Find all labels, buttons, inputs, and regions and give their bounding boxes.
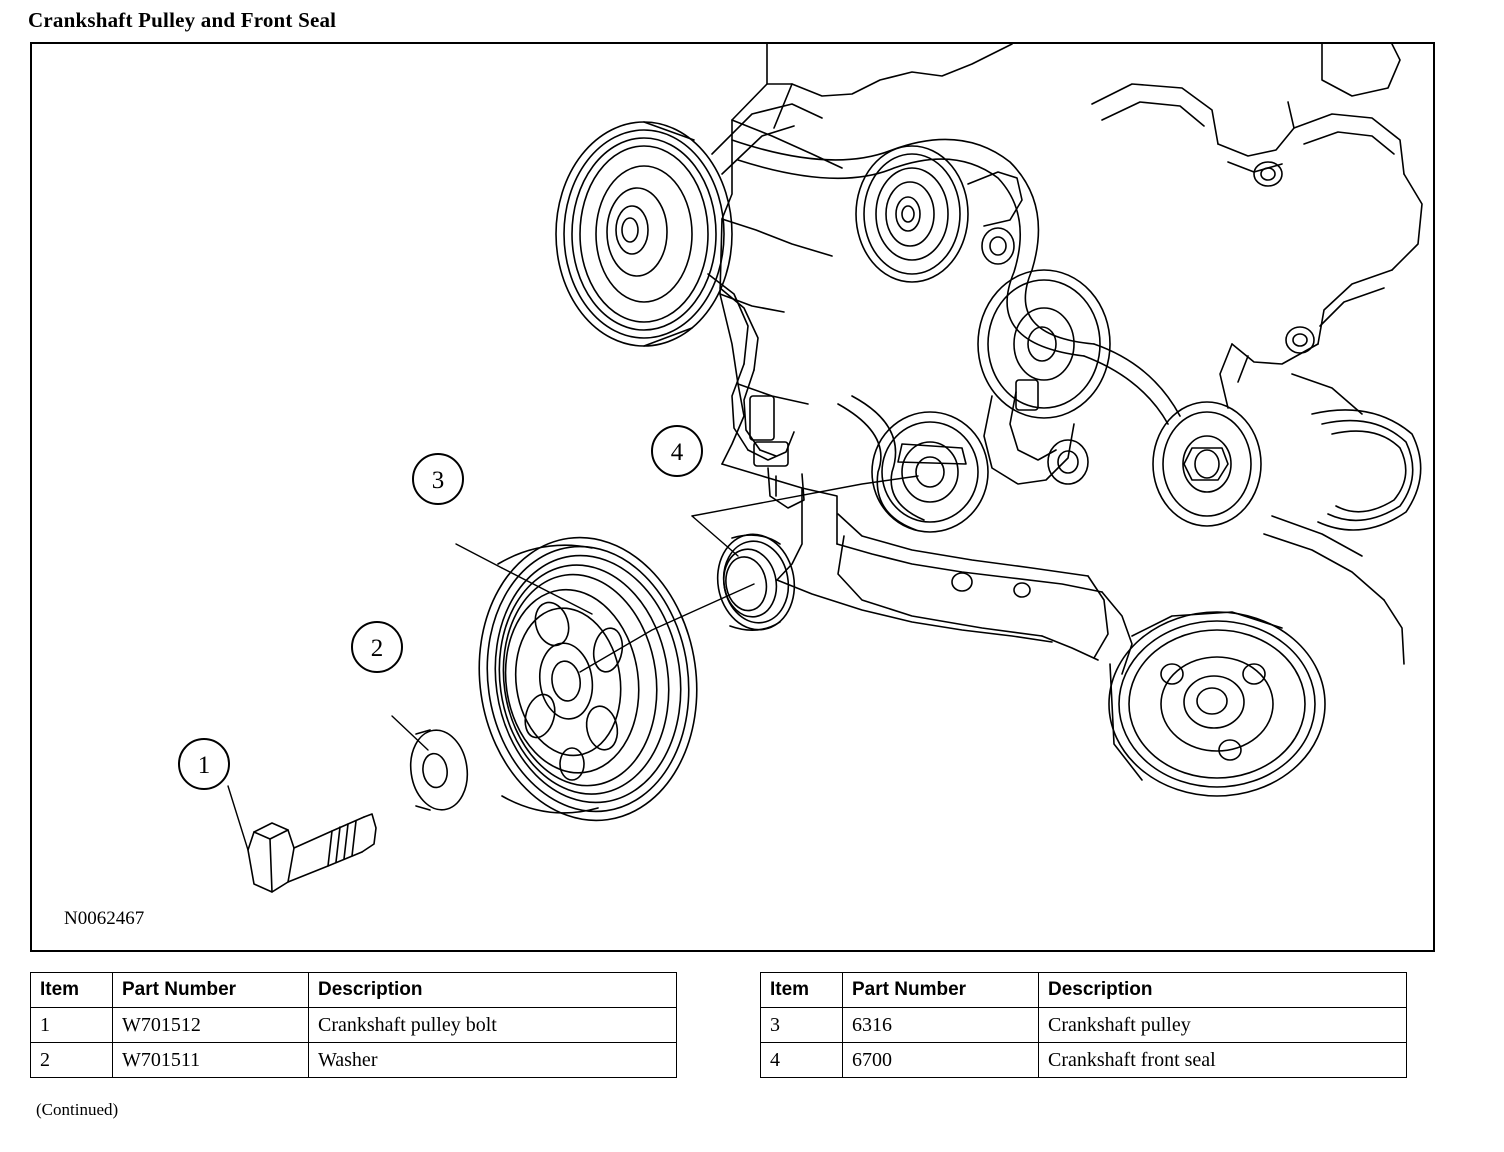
- crankshaft-pulley-part: [461, 523, 714, 834]
- parts-table-left: [30, 972, 677, 1078]
- col-header-description: Description: [1039, 973, 1407, 1008]
- engine-block-outline: [720, 44, 1132, 674]
- cell-description: Crankshaft pulley bolt: [309, 1008, 677, 1043]
- cell-description: Crankshaft front seal: [1039, 1043, 1407, 1078]
- power-steering-pulley: [556, 122, 732, 346]
- cell-description: Washer: [309, 1043, 677, 1078]
- cell-item: 4: [761, 1043, 843, 1078]
- cell-item: 1: [31, 1008, 113, 1043]
- cell-item: 2: [31, 1043, 113, 1078]
- table-header-row: [761, 973, 1407, 1008]
- callout-2-label: 2: [370, 635, 384, 662]
- far-right-pulley: [1312, 410, 1421, 530]
- cell-part-number: W701511: [113, 1043, 309, 1078]
- table-row: [761, 1008, 1407, 1043]
- engine-front-cover: [838, 514, 1108, 660]
- cell-part-number: 6700: [843, 1043, 1039, 1078]
- continued-note: (Continued): [36, 1100, 119, 1119]
- col-header-part-number: Part Number: [843, 973, 1039, 1008]
- callout-1-label: 1: [197, 752, 211, 779]
- cell-item: 3: [761, 1008, 843, 1043]
- washer-part: [406, 726, 473, 813]
- page-title: Crankshaft Pulley and Front Seal: [28, 8, 337, 32]
- exploded-view-drawing: [32, 44, 1433, 950]
- callout-markers: [179, 426, 702, 789]
- figure-id-label: N0062467: [64, 908, 145, 929]
- parts-table-right: [760, 972, 1407, 1078]
- callout-4-label: 4: [670, 439, 684, 466]
- upper-right-brackets: [1092, 44, 1422, 664]
- table-row: [31, 1043, 677, 1078]
- col-header-item: Item: [761, 973, 843, 1008]
- table-row: [31, 1008, 677, 1043]
- figure-illustration: [30, 42, 1435, 952]
- table-row: [761, 1043, 1407, 1078]
- belt-tensioner-pulley: [978, 270, 1110, 484]
- crankshaft-pulley-bolt-part: [248, 814, 376, 892]
- cell-part-number: W701512: [113, 1008, 309, 1043]
- callout-3-label: 3: [431, 467, 445, 494]
- cell-description: Crankshaft pulley: [1039, 1008, 1407, 1043]
- right-idler-pulley: [1153, 402, 1261, 526]
- col-header-item: Item: [31, 973, 113, 1008]
- table-header-row: [31, 973, 677, 1008]
- col-header-description: Description: [309, 973, 677, 1008]
- serpentine-belt: [732, 139, 1180, 530]
- accessory-bracket: [708, 104, 822, 508]
- leader-lines: [228, 476, 918, 850]
- cell-part-number: 6316: [843, 1008, 1039, 1043]
- col-header-part-number: Part Number: [113, 973, 309, 1008]
- lower-right-pulley: [1109, 612, 1325, 796]
- alternator-pulley: [856, 146, 1022, 282]
